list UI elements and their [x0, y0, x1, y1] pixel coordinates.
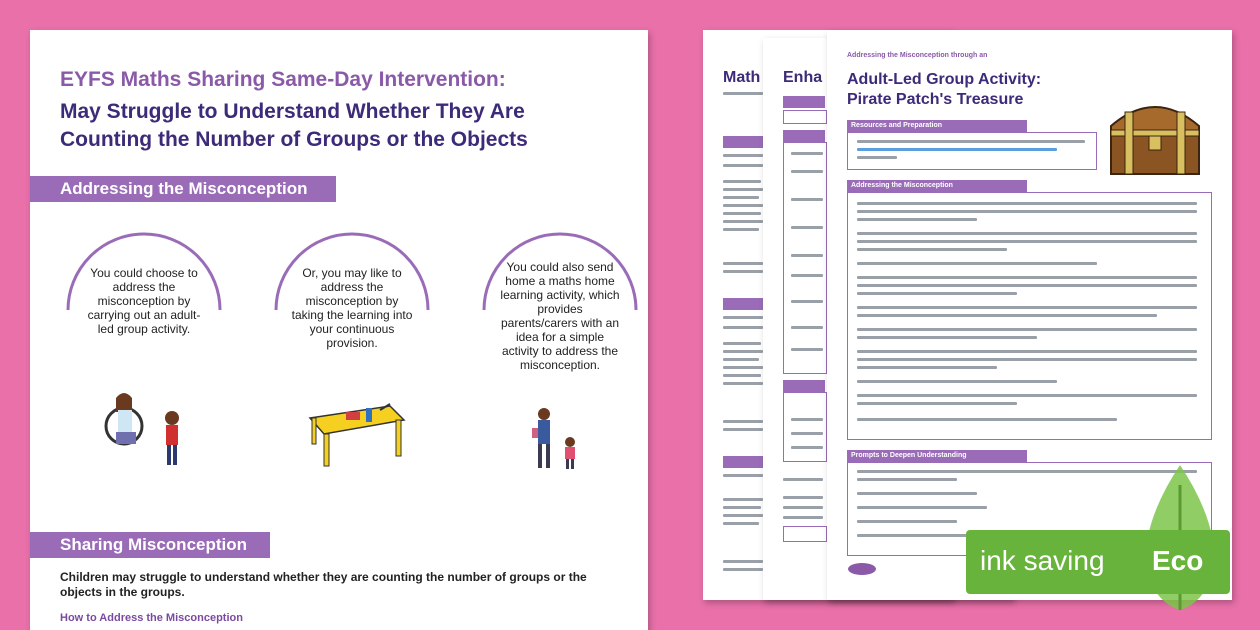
- bar-resources: Resources and Preparation: [847, 120, 1027, 132]
- text-line: [791, 274, 823, 277]
- text-line: [783, 496, 823, 499]
- page-title-line1: EYFS Maths Sharing Same-Day Intervention:: [60, 68, 506, 91]
- arch-text-3: You could also send home a maths home learning activity, which provides parents/carers with an idea for a simple activity to address the misconception.: [500, 260, 620, 372]
- banner-sharing: Sharing Misconception: [30, 532, 270, 558]
- text-line: [857, 328, 1197, 331]
- front-sheet-title-1: Adult-Led Group Activity:: [847, 71, 1042, 88]
- back-sheet-1-title: Math: [723, 69, 761, 86]
- text-line: [723, 204, 763, 207]
- parent-child-icon: [518, 406, 598, 472]
- text-line: [857, 262, 1097, 265]
- arch-card-3: [478, 230, 642, 470]
- text-line: [723, 420, 763, 423]
- text-line: [723, 382, 763, 385]
- text-line: [857, 336, 1037, 339]
- arch-card-2: [270, 230, 434, 470]
- page-title-line3: Counting the Number of Groups or the Objects: [60, 128, 528, 151]
- text-line: [723, 92, 763, 95]
- text-line: [857, 506, 987, 509]
- text-line: [723, 220, 763, 223]
- mini-box: [783, 142, 827, 374]
- page-title-line2: May Struggle to Understand Whether They Are: [60, 100, 525, 123]
- text-line: [791, 198, 823, 201]
- text-line: [723, 262, 763, 265]
- text-line: [857, 394, 1197, 397]
- mini-bar: [783, 130, 825, 142]
- front-sheet-title-2: Pirate Patch's Treasure: [847, 91, 1024, 108]
- text-line: [723, 374, 761, 377]
- text-line: [857, 210, 1197, 213]
- text-line: [857, 156, 897, 159]
- arch-text-1: You could choose to address the misconception by carrying out an adult-led group activity.: [87, 266, 201, 336]
- text-line: [791, 152, 823, 155]
- text-line: [723, 154, 763, 157]
- text-line: [723, 428, 763, 431]
- page-title-line2-3: [60, 98, 620, 154]
- text-line: [723, 366, 763, 369]
- text-line: [723, 270, 763, 273]
- text-line: [857, 248, 1007, 251]
- text-line: [791, 170, 823, 173]
- mini-bar: [783, 96, 825, 108]
- text-line: [791, 226, 823, 229]
- text-line: [723, 188, 763, 191]
- banner-addressing: Addressing the Misconception: [30, 176, 336, 202]
- text-line: [723, 164, 763, 167]
- text-line: [857, 380, 1057, 383]
- text-line: [723, 180, 761, 183]
- text-line: [857, 358, 1197, 361]
- text-line: [783, 516, 823, 519]
- text-line: [723, 568, 763, 571]
- back-sheet-2-title: Enha: [783, 69, 823, 86]
- arch-text-2: Or, you may like to address the misconception by taking the learning into your continuous provision.: [291, 266, 413, 350]
- text-line: [857, 276, 1197, 279]
- text-line: [857, 232, 1197, 235]
- text-line: [723, 522, 759, 525]
- text-line: [723, 560, 763, 563]
- text-line: [857, 240, 1197, 243]
- text-line: [857, 478, 957, 481]
- text-line: [791, 418, 823, 421]
- text-line: [857, 366, 997, 369]
- text-line: [857, 202, 1197, 205]
- text-line: [723, 506, 761, 509]
- text-line: [857, 148, 1057, 151]
- text-line: [791, 326, 823, 329]
- text-line: [723, 326, 763, 329]
- mini-bar: [783, 380, 825, 392]
- text-line: [723, 498, 763, 501]
- mini-box: [783, 526, 827, 542]
- text-line: [791, 446, 823, 449]
- text-line: [857, 218, 977, 221]
- eco-badge: [966, 530, 1230, 594]
- text-line: [723, 212, 761, 215]
- front-sheet-header: Addressing the Misconception through an: [847, 52, 988, 59]
- teacher-child-icon: [92, 390, 202, 470]
- eco-label: Eco: [1152, 545, 1204, 576]
- text-line: [791, 348, 823, 351]
- treasure-chest-icon: [1103, 92, 1207, 178]
- bar-addressing: Addressing the Misconception: [847, 180, 1027, 192]
- text-line: [723, 228, 759, 231]
- mini-bar: [723, 136, 765, 148]
- text-line: [857, 492, 977, 495]
- logo-icon: [847, 562, 877, 576]
- text-line: [723, 514, 763, 517]
- text-line: [857, 306, 1197, 309]
- text-line: [857, 314, 1157, 317]
- eco-text: ink saving: [980, 545, 1105, 576]
- text-line: [723, 350, 763, 353]
- table-icon: [300, 398, 410, 468]
- text-line: [857, 520, 957, 523]
- text-line: [857, 284, 1197, 287]
- text-line: [723, 196, 759, 199]
- text-line: [857, 402, 1017, 405]
- main-sheet: [30, 30, 648, 630]
- mini-box: [783, 392, 827, 462]
- arch-card-1: [62, 230, 226, 470]
- text-line: [857, 418, 1117, 421]
- mini-box: [783, 110, 827, 124]
- text-line: [791, 300, 823, 303]
- text-line: [857, 292, 1017, 295]
- bar-prompts: Prompts to Deepen Understanding: [847, 450, 1027, 462]
- mini-bar: [723, 298, 765, 310]
- text-line: [791, 432, 823, 435]
- text-line: [723, 316, 763, 319]
- mini-bar: [723, 456, 765, 468]
- sharing-text: Children may struggle to understand whether they are counting the number of groups or the objects in the groups.: [60, 570, 587, 599]
- text-line: [723, 474, 763, 477]
- text-line: [857, 140, 1085, 143]
- text-line: [783, 478, 823, 481]
- text-line: [723, 358, 759, 361]
- text-line: [791, 254, 823, 257]
- text-line: [783, 506, 823, 509]
- address-link[interactable]: How to Address the Misconception: [60, 612, 243, 624]
- resources-box: [847, 132, 1097, 170]
- text-line: [857, 350, 1197, 353]
- text-line: [723, 342, 761, 345]
